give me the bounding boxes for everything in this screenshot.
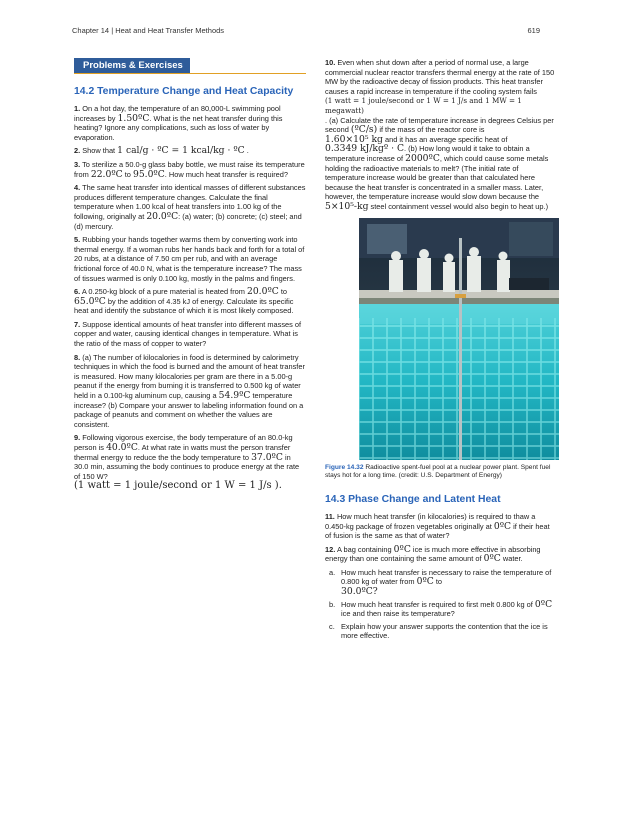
figure-caption-text: Radioactive spent-fuel pool at a nuclear power plant. Spent fuel stays hot for a long time. (credit: U.S. Department of Energy) bbox=[325, 463, 551, 479]
section-banner bbox=[74, 58, 306, 74]
exercise-12-c: c. Explain how your answer supports the contention that the ice is more effective. bbox=[329, 621, 548, 641]
page-number: 619 bbox=[527, 26, 540, 35]
section-heading-14-3: 14.3 Phase Change and Latent Heat bbox=[325, 493, 501, 505]
section-heading-14-2: 14.2 Temperature Change and Heat Capacity bbox=[74, 86, 294, 97]
right-column bbox=[325, 58, 557, 644]
exercise-12-subparts bbox=[325, 568, 557, 641]
banner-title: Problems & Exercises bbox=[74, 58, 190, 73]
exercise-12: 12. A bag containing 0ºC ice is much more effective in absorbing energy than one containing the same amount of 0ºC water. bbox=[325, 543, 541, 565]
exercise-10: 10. Even when shut down after a period of normal use, a large commercial nuclear reactor transfers thermal energy at the rate of 150 MW by the radioactive decay of fission products. This heat transfer causes a rapid increase in temperature if the cooling system fails (1 watt = 1 joule/second or 1 W = 1 J/s and 1 MW = 1 megawatt) . (a) Calculate the rate of temperature increase in degrees Celsius per second (ºC/s) if the mass of the reactor core is 1.60×10⁵ kg and it has an average specific heat of 0.3349 kJ/kgº · C. (b) How long would it take to obtain a temperature increase of 2000ºC, which could cause some metals holding the radioactive materials to melt? (The initial rate of temperature increase would be greater than that calculated here because the heat transfer is concentrated in a smaller mass. Later, however, the temperature increase would slow down because the 5×10⁵-kg steel containment vessel would also begin to heat up.) bbox=[325, 58, 555, 212]
pool-illustration bbox=[359, 218, 559, 460]
left-column bbox=[74, 58, 306, 495]
exercise-3: 3. To sterilize a 50.0-g glass baby bottle, we must raise its temperature from 22.0ºC to 95.0ºC. How much heat transfer is required? bbox=[74, 159, 305, 180]
exercise-1: 1. On a hot day, the temperature of an 80,000-L swimming pool increases by 1.50ºC. What is the net heat transfer during this heating? Ignore any complications, such as loss of water by evaporation. bbox=[74, 104, 283, 142]
exercise-7: 7. Suppose identical amounts of heat transfer into different masses of copper and water, causing identical changes in temperature. What is the ratio of the mass of copper to water? bbox=[74, 319, 302, 349]
exercise-12-a: a. How much heat transfer is necessary to raise the temperature of 0.800 kg of water from 0ºC to 30.0ºC? bbox=[329, 567, 552, 598]
exercise-11: 11. How much heat transfer (in kilocalories) is required to thaw a 0.450-kg package of frozen vegetables originally at 0ºC if their heat of fusion is the same as that of water? bbox=[325, 511, 550, 541]
exercise-8: 8. (a) The number of kilocalories in food is determined by calorimetry techniques in which the food is burned and the amount of heat transfer is measured. How many kilocalories per gram are there in a 5.00-g peanut if the energy from burning it is transferred to 0.500 kg of water held in a 0.100-kg aluminum cup, causing a 54.9ºC temperature increase? (b) Compare your answer to labeling information found on a package of peanuts and comment on whether the values are consistent. bbox=[74, 352, 305, 429]
chapter-title: Chapter 14 | Heat and Heat Transfer Methods bbox=[72, 26, 225, 35]
exercise-2: 2. Show that 1 cal/g · ºC = 1 kcal/kg · ºC . bbox=[74, 145, 249, 157]
figure-label: Figure 14.32 bbox=[325, 463, 364, 471]
exercise-4: 4. The same heat transfer into identical masses of different substances produces different temperature changes. Calculate the final temperature when 1.00 kcal of heat transfers into 1.00 kg of the following, originally at 20.0ºC: (a) water; (b) concrete; (c) steel; and (d) mercury. bbox=[74, 183, 306, 231]
exercise-5: 5. Rubbing your hands together warms them by converting work into thermal energy. If a woman rubs her hands back and forth for a total of 20 rubs, at a distance of 7.50 cm per rub, and with an average frictional force of 40.0 N, what is the temperature increase? The mass of tissues warmed is only 0.100 kg, mostly in the palms and fingers. bbox=[74, 235, 305, 283]
exercise-6: 6. A 0.250-kg block of a pure material is heated from 20.0ºC to 65.0ºC by the addition of 4.35 kJ of energy. Calculate its specific heat and identify the substance of which it is most likely composed. bbox=[74, 286, 294, 316]
figure-caption bbox=[325, 464, 557, 480]
exercise-9: 9. Following vigorous exercise, the body temperature of an 80.0-kg person is 40.0ºC. At what rate in watts must the person transfer thermal energy to reduce the the body temperature to 37.0ºC in 30.0 min, assuming the body continues to produce energy at the rate of 150 W? (1 watt = 1 joule/second or 1 W = 1 J/s ). bbox=[74, 433, 300, 492]
exercise-12-b: b. How much heat transfer is required to first melt 0.800 kg of 0ºC ice and then raise its temperature? bbox=[329, 598, 553, 619]
spent-fuel-pool-photo bbox=[359, 218, 559, 460]
page-header bbox=[72, 26, 540, 38]
